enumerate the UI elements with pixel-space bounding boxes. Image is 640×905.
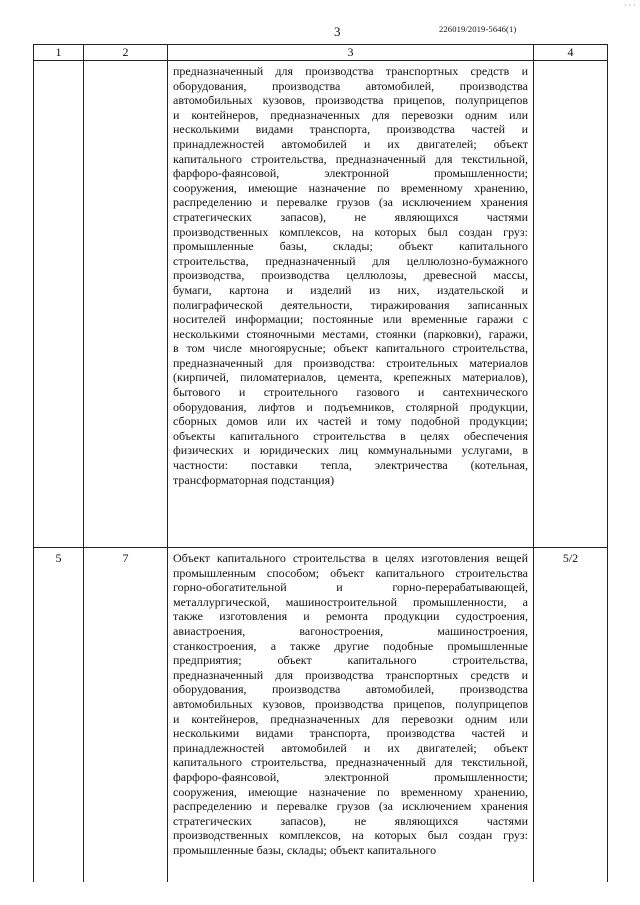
text-line: распределению и перевалке грузов (за исключением хранения	[173, 195, 528, 210]
text-line: сборных домов или их частей и тому подобной продукции;	[173, 414, 528, 429]
text-line: частности: поставки тепла, электричества (котельная,	[173, 458, 528, 473]
text-line: строительства, предназначенный для целлюлозно-бумажного	[173, 253, 528, 268]
text-line: бумаги, картона и изделий из них, издательской и	[173, 282, 528, 297]
text-line: промышленные базы, склады; объект капитального	[173, 239, 528, 254]
text-line: фарфоро-фаянсовой, электронной промышленности;	[173, 166, 528, 181]
document-table	[33, 44, 608, 882]
text-line: оборудования, лифтов и подъемников, столярной продукции,	[173, 399, 528, 414]
text-line: производственных комплексов, на которых был создан груз:	[173, 224, 528, 239]
text-line: принадлежностей автомобилей и их двигателей; объект	[173, 136, 528, 151]
text-line: физических и юридических лиц коммунальными услугами, в	[173, 443, 528, 458]
text-line: капитального строительства, предназначенный для текстильной,	[173, 151, 528, 166]
text-line: фарфоро-фаянсовой, электронной промышленности;	[173, 769, 528, 784]
text-line: производства, производства целлюлозы, древесной массы,	[173, 268, 528, 283]
text-line: (кирпичей, пиломатериалов, цемента, крепежных материалов),	[173, 370, 528, 385]
value-cell	[534, 61, 608, 548]
text-line: капитального строительства, предназначенный для текстильной,	[173, 755, 528, 770]
text-line: промышленные базы, склады; объект капитального	[173, 842, 437, 857]
description-cell	[168, 548, 534, 883]
text-line: предназначенный для производства: строительных материалов	[173, 355, 528, 370]
text-line: принадлежностей автомобилей и их двигателей; объект	[173, 740, 528, 755]
text-line: оборудования, производства автомобилей, производства	[173, 78, 528, 93]
column-header: 4	[534, 45, 608, 61]
text-line: автомобильных кузовов, производства прицепов, полуприцепов	[173, 93, 528, 108]
text-line: трансформаторная подстанция)	[173, 472, 335, 487]
value-cell: 5/2	[534, 548, 608, 883]
text-line: стратегических запасов), не являющихся частями	[173, 209, 528, 224]
text-line: объекты капитального строительства в целях обеспечения	[173, 428, 528, 443]
code-cell: 7	[84, 548, 168, 883]
text-line: бытового и строительного газового и сантехнического	[173, 385, 528, 400]
text-line: сооружения, имеющие назначение по временному хранению,	[173, 180, 528, 195]
text-line: горно-обогатительной и горно-перерабатывающей,	[173, 580, 528, 595]
row-number-cell	[34, 61, 84, 548]
column-header: 1	[34, 45, 84, 61]
page-number: 3	[334, 24, 341, 39]
text-line: распределению и перевалке грузов (за исключением хранения	[173, 799, 528, 814]
text-line: в том числе многоярусные; объект капитального строительства,	[173, 341, 528, 356]
text-line: предприятия; объект капитального строительства,	[173, 653, 528, 668]
text-line: несколькими видами транспорта, производства частей и	[173, 122, 528, 137]
text-line: авиастроения, вагоностроения, машиностроения,	[173, 623, 528, 638]
text-line: стратегических запасов), не являющихся частями	[173, 813, 528, 828]
text-line: также изготовления и ремонта продукции судостроения,	[173, 609, 528, 624]
document-id: 226019/2019-5646(1)	[439, 24, 517, 34]
text-line: несколькими видами транспорта, производства частей и	[173, 726, 528, 741]
text-line: и контейнеров, предназначенных для перевозки одним или	[173, 107, 528, 122]
text-line: носителей информации; постоянные или временные гаражи с	[173, 312, 528, 327]
text-line: несколькими стояночными местами, стоянки (парковки), гаражи,	[173, 326, 528, 341]
text-line: сооружения, имеющие назначение по временному хранению,	[173, 784, 528, 799]
text-line: полиграфической деятельности, тиражирования записанных	[173, 297, 528, 312]
corner-mark: · · ·	[624, 1, 636, 10]
code-cell	[84, 61, 168, 548]
description-cell	[168, 61, 534, 548]
row-number-cell: 5	[34, 548, 84, 883]
text-line: промышленным способом; объект капитального строительства	[173, 565, 528, 580]
text-line: автомобильных кузовов, производства прицепов, полуприцепов	[173, 696, 528, 711]
text-line: металлургической, машиностроительной промышленности, а	[173, 594, 528, 609]
table-row	[34, 548, 608, 883]
column-header: 2	[84, 45, 168, 61]
table-row	[34, 61, 608, 548]
table-header-row	[34, 45, 608, 61]
text-line: и контейнеров, предназначенных для перевозки одним или	[173, 711, 528, 726]
text-line: предназначенный для производства транспортных средств и	[173, 64, 528, 78]
text-line: станкостроения, а также другие подобные промышленные	[173, 638, 528, 653]
text-line: предназначенный для производства транспортных средств и	[173, 667, 528, 682]
text-line: оборудования, производства автомобилей, производства	[173, 682, 528, 697]
text-line: Объект капитального строительства в целях изготовления вещей	[173, 551, 528, 565]
text-line: производственных комплексов, на которых был создан груз:	[173, 828, 528, 843]
column-header: 3	[168, 45, 534, 61]
